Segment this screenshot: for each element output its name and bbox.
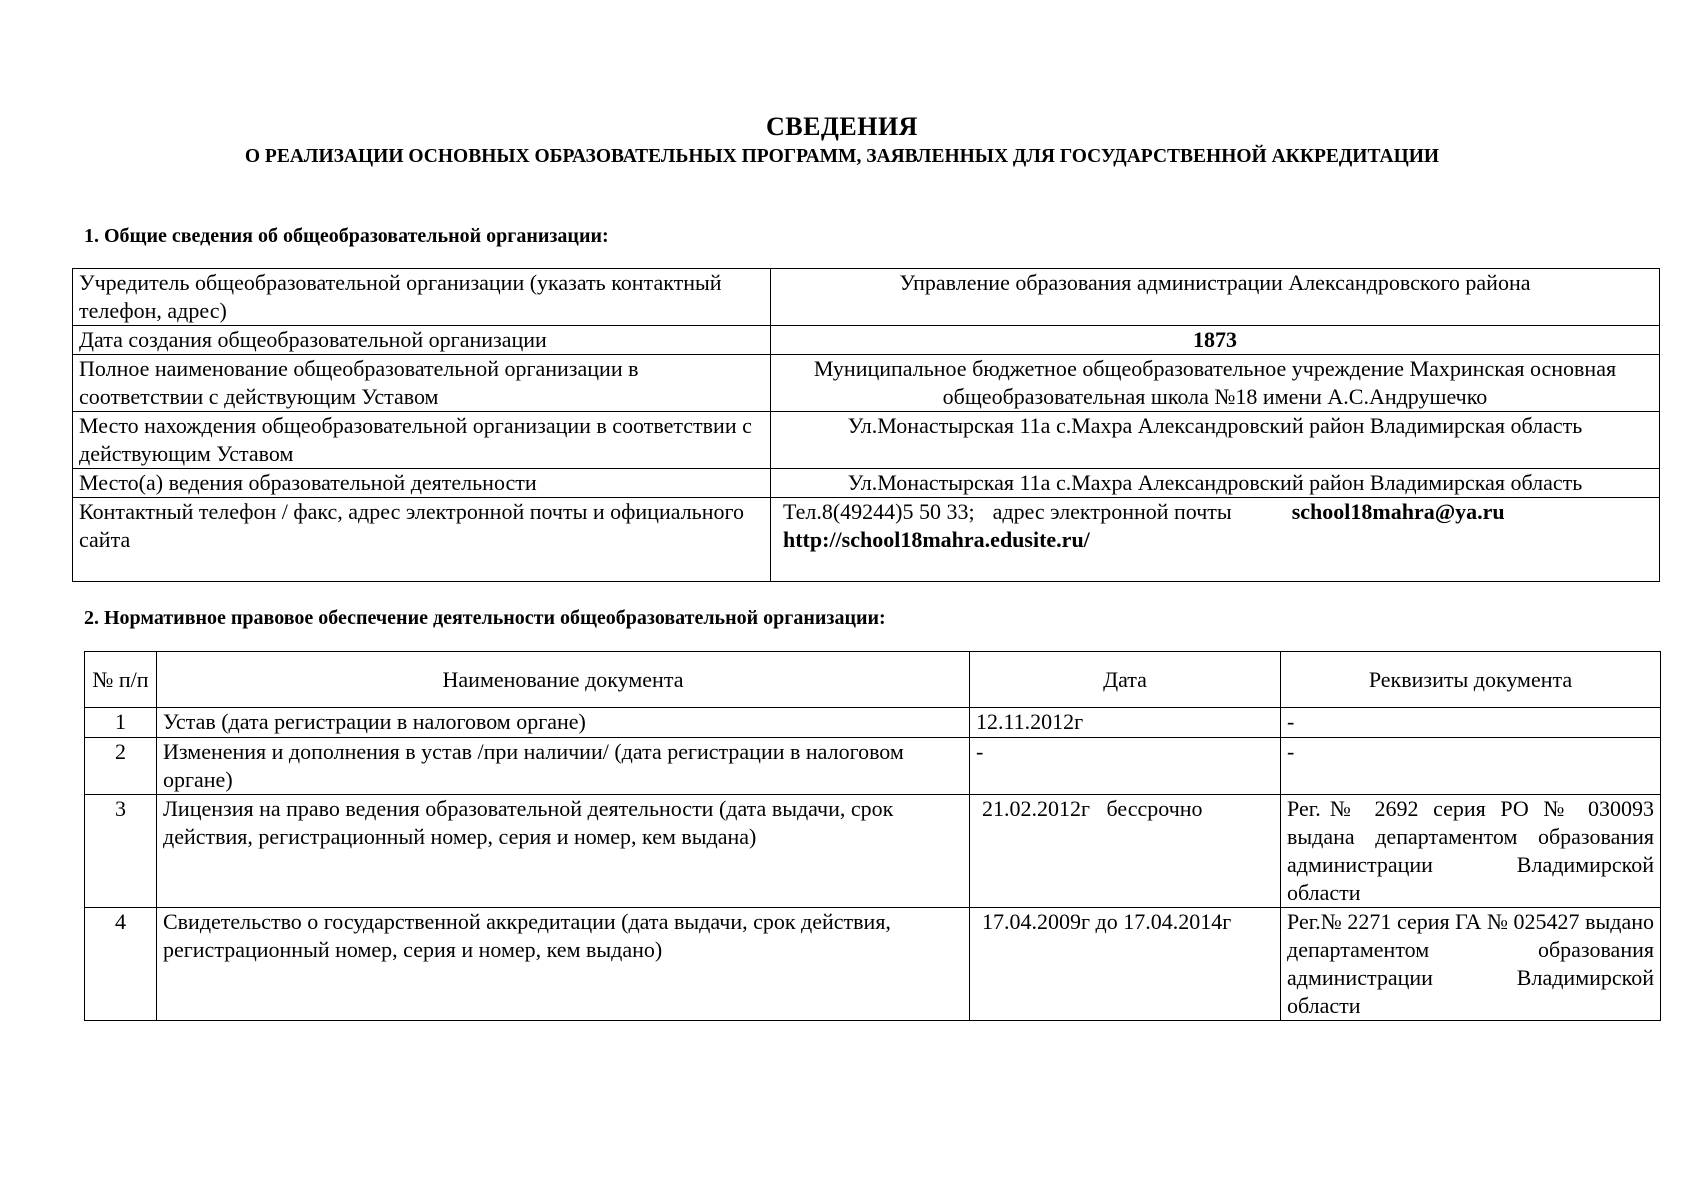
table-row (85, 738, 1661, 795)
doc-name: Изменения и дополнения в устав /при наличии/ (дата регистрации в налоговом органе) (157, 738, 970, 795)
section1-heading: 1. Общие сведения об общеобразовательной организации: (84, 225, 609, 247)
table-row (73, 326, 1660, 355)
table-row (85, 795, 1661, 908)
doc-name: Свидетельство о государственной аккредитации (дата выдачи, срок действия, регистрационный номер, серия и номер, кем выдано) (157, 908, 970, 1021)
table-row (85, 708, 1661, 738)
col-header-date: Дата (970, 652, 1281, 708)
table-row (73, 269, 1660, 326)
table-row (73, 355, 1660, 412)
doc-requisites: - (1281, 708, 1661, 738)
col-header-name: Наименование документа (157, 652, 970, 708)
doc-date: 12.11.2012г (970, 708, 1281, 738)
doc-requisites: - (1281, 738, 1661, 795)
table-row (73, 469, 1660, 498)
founder-label: Учредитель общеобразовательной организации (указать контактный телефон, адрес) (73, 269, 771, 326)
table-row (73, 412, 1660, 469)
document-title: СВЕДЕНИЯ (766, 112, 918, 141)
row-num: 2 (85, 738, 157, 795)
full-name-label: Полное наименование общеобразовательной организации в соответствии с действующим Уставом (73, 355, 771, 412)
website-link[interactable]: http://school18mahra.edusite.ru/ (783, 527, 1090, 552)
col-header-requisites: Реквизиты документа (1281, 652, 1661, 708)
col-header-num: № п/п (85, 652, 157, 708)
document-subtitle: О РЕАЛИЗАЦИИ ОСНОВНЫХ ОБРАЗОВАТЕЛЬНЫХ ПРОГРАММ, ЗАЯВЛЕННЫХ ДЛЯ ГОСУДАРСТВЕННОЙ АККРЕДИТАЦИИ (244, 146, 1440, 167)
doc-date: 17.04.2009г до 17.04.2014г (970, 908, 1281, 1021)
email-link[interactable]: school18mahra@ya.ru (1291, 499, 1505, 524)
phone-text: Тел.8(49244)5 50 33; (783, 499, 975, 524)
row-num: 1 (85, 708, 157, 738)
documents-table (84, 651, 1661, 1021)
row-num: 4 (85, 908, 157, 1021)
doc-requisites: Рег.№ 2271 серия ГА № 025427 выдано департаментом образования администрации Владимирской области (1281, 908, 1661, 1021)
doc-name: Лицензия на право ведения образовательной деятельности (дата выдачи, срок действия, регистрационный номер, серия и номер, кем выдана) (157, 795, 970, 908)
section2-heading: 2. Нормативное правовое обеспечение деятельности общеобразовательной организации: (84, 607, 886, 629)
doc-name: Устав (дата регистрации в налоговом органе) (157, 708, 970, 738)
doc-requisites: Рег.№ 2692 серия РО № 030093 выдана департаментом образования администрации Владимирской области (1281, 795, 1661, 908)
table-row (85, 908, 1661, 1021)
row-num: 3 (85, 795, 157, 908)
activity-place-label: Место(а) ведения образовательной деятельности (73, 469, 771, 498)
founding-date-label: Дата создания общеобразовательной организации (73, 326, 771, 355)
contacts-label: Контактный телефон / факс, адрес электронной почты и официального сайта (73, 498, 771, 582)
doc-date: 21.02.2012г бессрочно (970, 795, 1281, 908)
activity-place-value: Ул.Монастырская 11а с.Махра Александровский район Владимирская область (771, 469, 1660, 498)
table-header-row (85, 652, 1661, 708)
email-label: адрес электронной почты (992, 499, 1232, 524)
general-info-table (72, 268, 1660, 582)
doc-date: - (970, 738, 1281, 795)
location-label: Место нахождения общеобразовательной организации в соответствии с действующим Уставом (73, 412, 771, 469)
location-value: Ул.Монастырская 11а с.Махра Александровский район Владимирская область (771, 412, 1660, 469)
founder-value: Управление образования администрации Александровского района (771, 269, 1660, 326)
contacts-value (771, 498, 1660, 582)
founding-date-value: 1873 (771, 326, 1660, 355)
table-row (73, 498, 1660, 582)
full-name-value: Муниципальное бюджетное общеобразовательное учреждение Махринская основная общеобразовательная школа №18 имени А.С.Андрушечко (771, 355, 1660, 412)
